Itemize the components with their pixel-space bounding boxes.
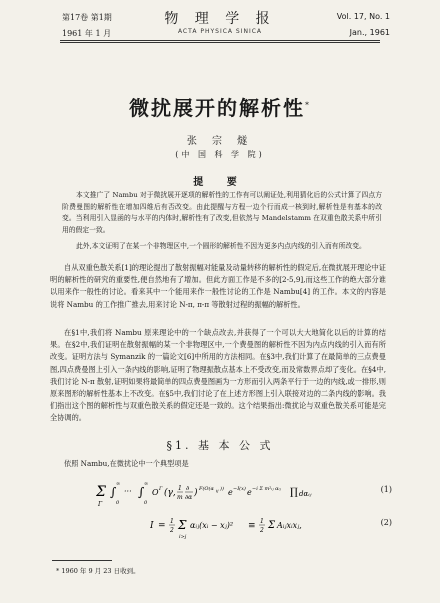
svg-text:∂α: ∂α <box>185 494 193 501</box>
abstract-heading: 提 要 <box>193 177 247 188</box>
svg-text:Σ: Σ <box>268 520 276 531</box>
svg-text:F(O(α: F(O(α <box>199 486 214 492</box>
svg-text:∫: ∫ <box>110 485 117 499</box>
header-rule-top <box>60 40 380 41</box>
equation-2-graphic <box>150 512 340 542</box>
equation-1-number: (1) <box>380 485 392 494</box>
equation-2 <box>150 512 340 545</box>
svg-text:∫: ∫ <box>138 485 145 499</box>
svg-text:0: 0 <box>116 500 120 506</box>
svg-text:∞: ∞ <box>116 481 121 487</box>
svg-text:Σ: Σ <box>96 484 106 500</box>
journal-latin-name: ACTA PHYSICA SINICA <box>177 28 263 35</box>
svg-text:Γ: Γ <box>159 486 163 492</box>
svg-text:αᵢⱼ(xᵢ − xⱼ)²: αᵢⱼ(xᵢ − xⱼ)² <box>190 521 234 530</box>
svg-text:2: 2 <box>260 527 264 534</box>
svg-text:I: I <box>150 521 154 531</box>
svg-text:1: 1 <box>260 518 264 525</box>
affiliation: (中 国 科 学 院) <box>175 150 265 159</box>
title-footnote-mark: * <box>305 100 311 110</box>
body-paragraph-1: 自从双重色散关系[1]的理论提出了散射振幅对能量及动量转移的解析性的假定后,在微扰展开理论中证明的解析性的研究的重要性,便自然地有了增加。但此方面工作是不多的[2-5,9],而这些工作的绝大部分谁以用来作一般性的讨论。看来其中一个能用来作一般性讨论的工作是 Nambu[4] 的工作。本文的内容是说将 Nambu 的工作推广推去,用来讨论 N-π, π-π 等散射过程的振幅的解析性。 <box>50 263 386 309</box>
svg-text:1: 1 <box>178 485 182 492</box>
equation-1-graphic <box>96 476 346 510</box>
svg-text:Σ: Σ <box>178 518 187 532</box>
svg-text:···: ··· <box>124 487 132 496</box>
abstract-paragraph-1: 本文推广了 Nambu 对于微扰展开逐项的解析性的工作有可以阐证处,利用猜化后的公式计算了四点方阶费曼图的解析性在增加四维后有否改变。由此提醒与方程一边个行而成一核到时,解析性是有基本的改变。当利用引入显函的与水平的内体时,解析性有了改变,但依然与 Mandelstamm 在双重色散关系中所引用的假定一致。 <box>62 191 382 234</box>
footnote-rule <box>52 560 112 561</box>
svg-text:(γ,: (γ, <box>164 488 176 498</box>
svg-text:): ) <box>194 488 198 498</box>
footnote: * 1960 年 9 月 23 日收到。 <box>56 567 140 575</box>
equation-2-number: (2) <box>380 518 392 527</box>
svg-text:0: 0 <box>144 500 148 506</box>
journal-name: 物 理 学 报 <box>164 11 276 27</box>
header-rule-bottom <box>60 42 380 43</box>
paper-title <box>0 92 440 121</box>
svg-text:∞: ∞ <box>144 481 149 487</box>
svg-text:)): )) <box>220 486 224 492</box>
svg-text:∂: ∂ <box>186 485 190 492</box>
svg-text:−I(x): −I(x) <box>233 486 246 492</box>
svg-text:O: O <box>152 488 159 497</box>
svg-text:m: m <box>177 494 183 501</box>
issue-date: 1961 年 1 月 <box>62 29 112 38</box>
volume-issue: 第17卷 第1期 <box>62 13 112 22</box>
svg-text:≡: ≡ <box>248 521 256 531</box>
svg-text:−i Σ m²ᵢⱼ αᵢⱼ: −i Σ m²ᵢⱼ αᵢⱼ <box>252 486 281 492</box>
svg-text:i>j: i>j <box>179 534 187 540</box>
volume-english: Vol. 17, No. 1 <box>336 12 390 21</box>
svg-text:1: 1 <box>170 518 174 525</box>
svg-text:dαᵢⱼ: dαᵢⱼ <box>299 490 312 498</box>
svg-text:ij: ij <box>216 488 219 493</box>
svg-text:e: e <box>228 488 233 497</box>
body-paragraph-2: 在§1中,我们将 Nambu 原来理论中的一个缺点改去,并获得了一个可以大大地简化以后的计算的结果。在§2中,我们证明在散射振幅的某一个非物理区中,一个费曼图的解析性不因为内点内线的引入而有所改变。证明方法与 Symanzik 的一篇论文[6]中所用的方法相同。在§3中,我们计算了在最简单的三点费曼图,四点费曼图上引入一条内线的影响,证明了物理振散点基本上不受改变,而及常数界点却了变化。在§4中,我们讨论 N-π 散射,证明如果将最简单的四点费曼图画为一方形而引入两条平行于一边的内线,或一排形,则原来图形的解析性基本上不改变。在§5中,我们讨论了在上述方形图上引入联接对边的二条内线的影响。我们指出这个图的解析性与双重色散关系的假定还是一致的。这个结果指出:微扰论与双重色散关系可能是完全协调的。 <box>50 328 386 423</box>
paper-title-text: 微扰展开的解析性 <box>129 96 305 120</box>
equation-1 <box>96 476 346 513</box>
svg-text:Γ: Γ <box>98 501 103 508</box>
author: 张 宗 燧 <box>186 136 254 147</box>
svg-text:e: e <box>247 488 252 497</box>
abstract-paragraph-2: 此外,本文证明了在某一个非物理区中,一个圆形的解析性不因为更多内点内线的引入而有所改变。 <box>76 242 366 250</box>
svg-text:2: 2 <box>170 527 174 534</box>
svg-text:∏: ∏ <box>290 487 298 498</box>
section-heading: §1. 基 本 公 式 <box>166 439 274 452</box>
equation-intro: 依照 Nambu,在微扰论中一个典型项是 <box>64 459 189 468</box>
svg-text:Aᵢⱼxᵢxⱼ,: Aᵢⱼxᵢxⱼ, <box>277 521 302 530</box>
svg-text:=: = <box>158 521 166 531</box>
date-english: Jan., 1961 <box>349 28 390 37</box>
